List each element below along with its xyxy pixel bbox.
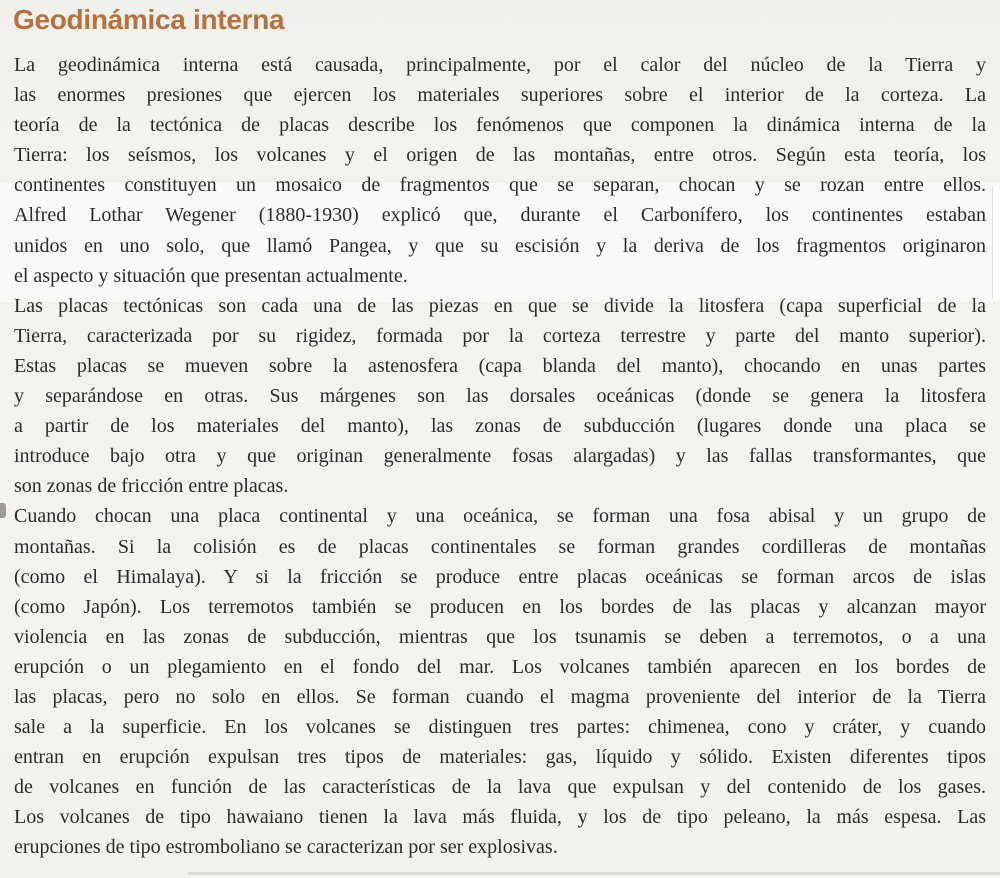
text-line: continentes constituyen un mosaico de fragmentos que se separan, chocan y se rozan entre ellos.: [14, 174, 986, 197]
text-line: las placas, pero no solo en ellos. Se forman cuando el magma proveniente del interior de la Tierra: [14, 685, 986, 708]
text-line: unidos en uno solo, que llamó Pangea, y que su escisión y la deriva de los fragmentos originaron: [14, 234, 986, 257]
text-line: violencia en las zonas de subducción, mientras que los tsunamis se deben a terremotos, o a una: [14, 625, 986, 648]
paragraph: [14, 50, 986, 291]
text-line: a partir de los materiales del manto), las zonas de subducción (lugares donde una placa se: [14, 415, 986, 438]
text-line: son zonas de fricción entre placas.: [14, 475, 289, 498]
text-line: sale a la superficie. En los volcanes se distinguen tres partes: chimenea, cono y cráter, y cuando: [14, 716, 986, 739]
text-line: Tierra, caracterizada por su rigidez, formada por la corteza terrestre y parte del manto superior).: [14, 324, 986, 347]
text-line: teoría de la tectónica de placas describe los fenómenos que componen la dinámica interna de la: [14, 114, 986, 137]
text-line: el aspecto y situación que presentan actualmente.: [14, 264, 408, 287]
text-line: (como Japón). Los terremotos también se producen en los bordes de las placas y alcanzan mayor: [14, 595, 986, 618]
text-line: las enormes presiones que ejercen los materiales superiores sobre el interior de la corteza. La: [14, 84, 986, 107]
text-line: Tierra: los seísmos, los volcanes y el origen de las montañas, entre otros. Según esta teoría, los: [14, 144, 986, 167]
text-line: (como el Himalaya). Y si la fricción se produce entre placas oceánicas se forman arcos de islas: [14, 565, 986, 588]
text-line: Los volcanes de tipo hawaiano tienen la lava más fluida, y los de tipo peleano, la más espesa. Las: [14, 806, 986, 829]
text-line: montañas. Si la colisión es de placas continentales se forman grandes cordilleras de montañas: [14, 535, 986, 558]
text-line: erupción o un plegamiento en el fondo del mar. Los volcanes también aparecen en los bordes de: [14, 655, 986, 678]
text-line: entran en erupción expulsan tres tipos de materiales: gas, líquido y sólido. Existen diferentes tipos: [14, 746, 986, 769]
text-line: y separándose en otras. Sus márgenes son las dorsales oceánicas (donde se genera la litosfera: [14, 385, 986, 408]
text-line: Las placas tectónicas son cada una de las piezas en que se divide la litosfera (capa superficial de la: [14, 294, 986, 317]
paragraph: [14, 501, 986, 862]
paragraph: [14, 291, 986, 502]
text-line: Cuando chocan una placa continental y una oceánica, se forman una fosa abisal y un grupo de: [14, 505, 986, 528]
page-heading: Geodinámica interna: [13, 4, 285, 35]
text-line: introduce bajo otra y que originan generalmente fosas alargadas) y las fallas transformantes, que: [14, 445, 986, 468]
scan-smudge-artifact: [0, 503, 6, 518]
text-line: Alfred Lothar Wegener (1880-1930) explicó que, durante el Carbonífero, los continentes estaban: [14, 204, 986, 227]
body-text: [14, 50, 986, 863]
next-box-top-edge: [188, 872, 1000, 875]
text-line: Estas placas se mueven sobre la astenosfera (capa blanda del manto), chocando en unas partes: [14, 354, 986, 377]
scan-edge-streak: [992, 186, 1000, 299]
text-line: de volcanes en función de las características de la lava que expulsan y del contenido de los gases.: [14, 776, 986, 799]
text-line: erupciones de tipo estromboliano se caracterizan por ser explosivas.: [14, 836, 558, 859]
text-line: La geodinámica interna está causada, principalmente, por el calor del núcleo de la Tierra y: [14, 54, 986, 76]
